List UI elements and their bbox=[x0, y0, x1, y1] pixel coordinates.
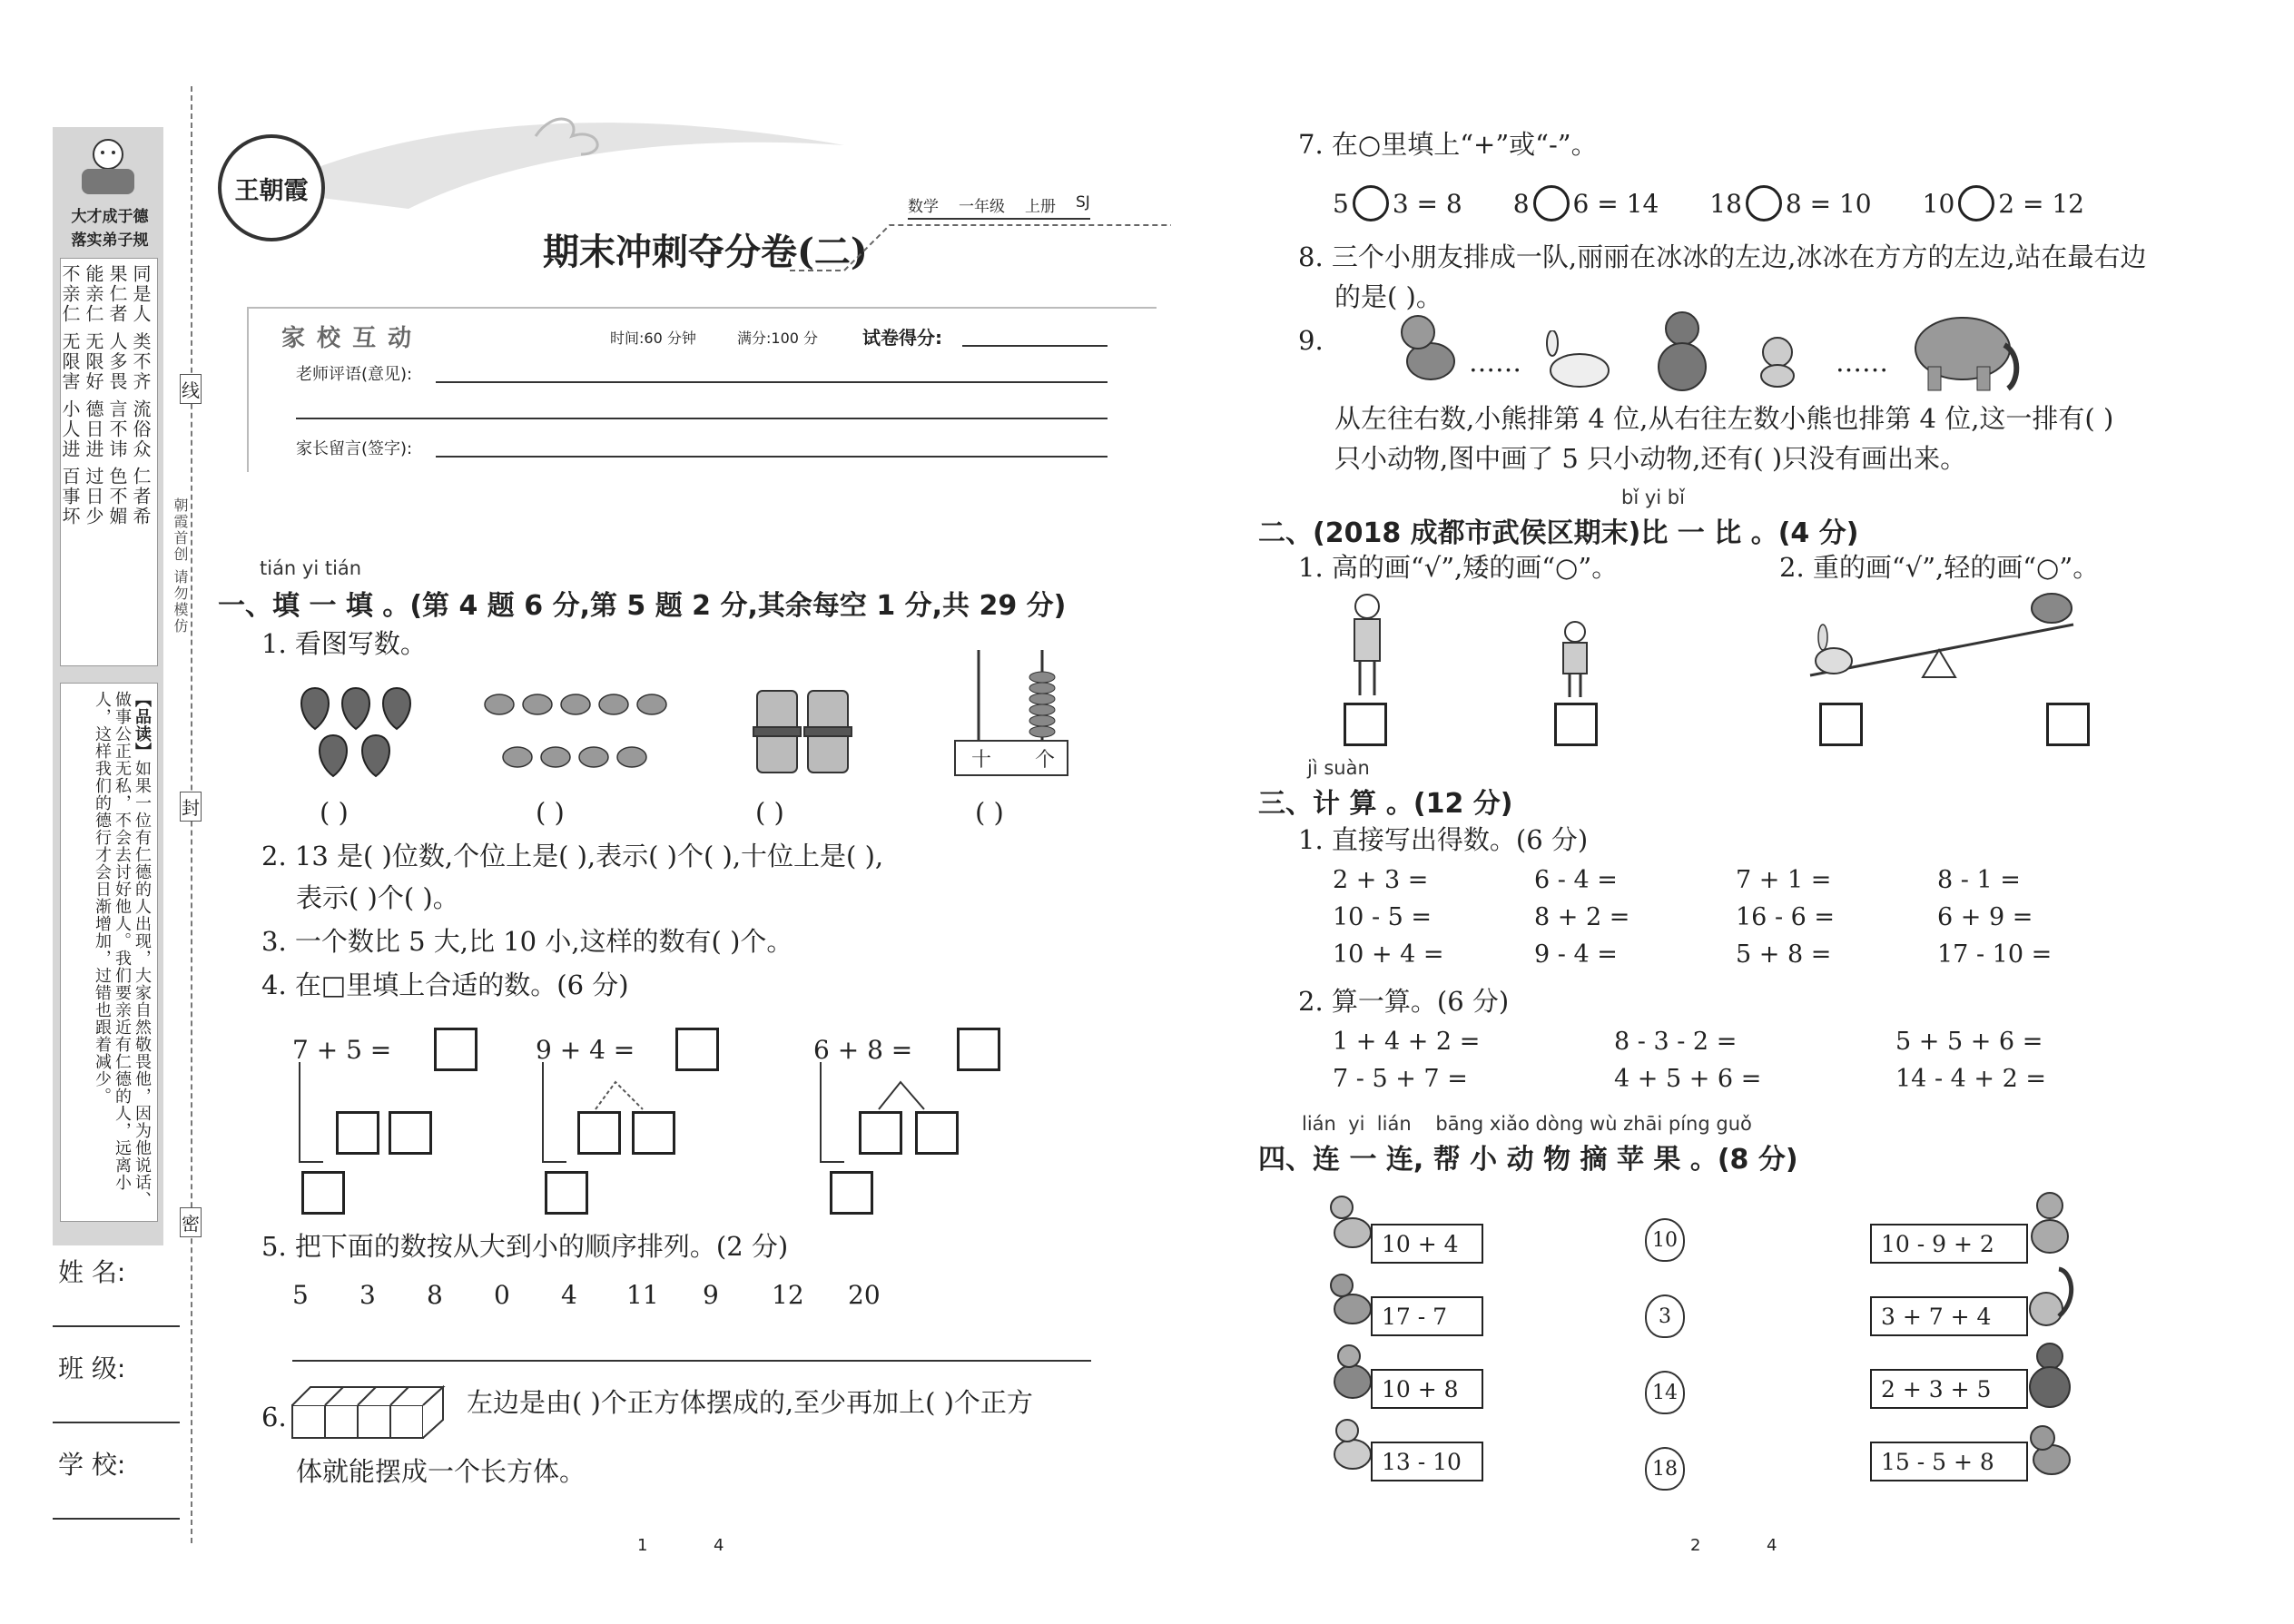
parent-line[interactable] bbox=[436, 456, 1108, 458]
tall-answer-box[interactable] bbox=[1344, 703, 1387, 746]
cat-icon bbox=[1752, 332, 1803, 389]
s3-q1-r2c1: 10 - 5 = bbox=[1333, 903, 1433, 931]
side-note: 朝霞首创 请勿模仿 bbox=[172, 497, 189, 635]
s3-q2-grid bbox=[1333, 1028, 2177, 1093]
apple-2[interactable]: 3 bbox=[1645, 1294, 1685, 1338]
tag-edition: SJ bbox=[1076, 193, 1090, 212]
rabbit-icon bbox=[1538, 330, 1616, 390]
q5-num-5: 4 bbox=[561, 1280, 577, 1310]
q8-line2: 的是( )。 bbox=[1334, 281, 1442, 312]
q4-eq-2: 9 + 4 = bbox=[536, 1035, 635, 1065]
q9-number: 9. bbox=[1298, 325, 1324, 356]
score-line[interactable] bbox=[962, 345, 1108, 347]
s2-q1: 1. 高的画“√”,矮的画“○”。 bbox=[1298, 552, 1619, 583]
left-expr-3[interactable]: 10 + 8 bbox=[1371, 1369, 1483, 1409]
left-expr-4[interactable]: 13 - 10 bbox=[1371, 1442, 1483, 1481]
s3-q2-r2c2: 4 + 5 + 6 = bbox=[1614, 1065, 1762, 1093]
left-expr-2[interactable]: 17 - 7 bbox=[1371, 1296, 1483, 1336]
heavy-answer-box[interactable] bbox=[2046, 703, 2090, 746]
q5-answer-line[interactable] bbox=[292, 1360, 1091, 1362]
apple-4[interactable]: 18 bbox=[1645, 1447, 1685, 1491]
q4-split-box-1b[interactable] bbox=[389, 1111, 432, 1155]
q5-num-1: 5 bbox=[292, 1280, 309, 1310]
logo-badge bbox=[218, 134, 325, 241]
fox-icon bbox=[1325, 1271, 1376, 1329]
s4-title: 四、连 一 连, 帮 小 动 物 摘 苹 果 。(8 分) bbox=[1258, 1144, 1798, 1176]
q7-title: 7. 在○里填上“+”或“-”。 bbox=[1298, 129, 1598, 160]
poem-column: 能亲仁 无限好 德日进 过日少 bbox=[83, 264, 104, 527]
short-girl-icon bbox=[1554, 619, 1596, 699]
strawberries-icon bbox=[292, 679, 419, 788]
q4-split-box-3b[interactable] bbox=[915, 1111, 959, 1155]
q7-circle-2[interactable] bbox=[1533, 185, 1570, 221]
left-expr-1[interactable]: 10 + 4 bbox=[1371, 1224, 1483, 1264]
panda-bear-icon bbox=[2023, 1338, 2077, 1409]
s3-q1-r1c1: 2 + 3 = bbox=[1333, 866, 1429, 894]
class-line bbox=[53, 1422, 180, 1423]
dog-icon bbox=[1394, 309, 1462, 385]
s3-q1-r1c2: 6 - 4 = bbox=[1534, 866, 1618, 894]
q7-a-4: 10 bbox=[1922, 188, 1955, 219]
cut-mark-1: 线 bbox=[180, 374, 202, 404]
s3-q2-r1c3: 5 + 5 + 6 = bbox=[1895, 1028, 2043, 1056]
q7-items bbox=[1333, 185, 2084, 221]
q4-split-box-1a[interactable] bbox=[336, 1111, 379, 1155]
right-page-total: 4 bbox=[1767, 1536, 1777, 1555]
q7-a-2: 8 bbox=[1512, 188, 1530, 219]
right-page-number: 2 bbox=[1690, 1536, 1701, 1555]
read-box bbox=[60, 683, 158, 1222]
read-label: 【品读】 bbox=[133, 691, 152, 760]
q8-line1: 8. 三个小朋友排成一队,丽丽在冰冰的左边,冰冰在方方的左边,站在最右边 bbox=[1298, 241, 2147, 272]
logo-text: 王朝霞 bbox=[234, 176, 309, 205]
s3-q1-r2c3: 16 - 6 = bbox=[1736, 903, 1836, 931]
giraffe-icon bbox=[1325, 1191, 1376, 1256]
s1-q6-number: 6. bbox=[261, 1402, 287, 1432]
puppy-icon bbox=[2023, 1422, 2077, 1480]
bear-icon bbox=[1650, 309, 1714, 392]
tag-subject: 数学 bbox=[908, 198, 939, 216]
s3-q2-r1c2: 8 - 3 - 2 = bbox=[1614, 1028, 1738, 1056]
right-expr-4[interactable]: 15 - 5 + 8 bbox=[1870, 1442, 2028, 1481]
q7-b-4: 2 = 12 bbox=[1998, 188, 2084, 219]
q4-answer-box-3[interactable] bbox=[957, 1028, 1000, 1071]
s1-q6-line2: 体就能摆成一个长方体。 bbox=[296, 1456, 586, 1487]
q4-eq-1: 7 + 5 = bbox=[292, 1035, 392, 1065]
read-text: 如果一位有仁德的人出现，大家自然敬畏他，因为他说话、做事公正无私，不会去讨好他人。我们要亲近有仁德的人，远离小人，这样我们的德行才会日渐增加，过错也跟着减少。 bbox=[93, 691, 152, 1208]
s3-q2-r2c1: 7 - 5 + 7 = bbox=[1333, 1065, 1468, 1093]
monkey-icon bbox=[1325, 1342, 1376, 1403]
poem-column: 果仁者 人多畏 言不讳 色不媚 bbox=[106, 264, 128, 527]
s1-q2-line2: 表示( )个( )。 bbox=[296, 882, 459, 913]
q4-sum-box-3[interactable] bbox=[830, 1171, 873, 1215]
school-line bbox=[53, 1518, 180, 1520]
q9-dots-1: …… bbox=[1469, 347, 1521, 378]
apple-1[interactable]: 10 bbox=[1645, 1218, 1685, 1262]
cut-mark-2: 封 bbox=[180, 792, 202, 822]
teacher-line-2[interactable] bbox=[296, 418, 1108, 419]
s1-q1: 1. 看图写数。 bbox=[261, 628, 427, 659]
q4-eq-3: 6 + 8 = bbox=[813, 1035, 913, 1065]
s2-pinyin: bǐ yi bǐ bbox=[1621, 487, 1685, 508]
poem-column: 不亲仁 无限害 小人进 百事坏 bbox=[59, 264, 81, 527]
name-label: 姓 名: bbox=[58, 1257, 126, 1287]
right-expr-2[interactable]: 3 + 7 + 4 bbox=[1870, 1296, 2028, 1336]
s3-q1-r1c4: 8 - 1 = bbox=[1937, 866, 2021, 894]
s1-q6-line1: 左边是由( )个正方体摆成的,至少再加上( )个正方 bbox=[467, 1387, 1033, 1418]
q4-sum-box-1[interactable] bbox=[301, 1171, 345, 1215]
q4-answer-box-2[interactable] bbox=[675, 1028, 719, 1071]
q5-num-2: 3 bbox=[359, 1280, 376, 1310]
q1-blank-3[interactable]: ( ) bbox=[755, 797, 784, 828]
s1-q2-line1: 2. 13 是( )位数,个位上是( ),表示( )个( ),十位上是( ), bbox=[261, 841, 884, 871]
poem-column: 同是人 类不齐 流俗众 仁者希 bbox=[130, 264, 152, 527]
q7-a-3: 18 bbox=[1709, 188, 1742, 219]
teacher-line-1[interactable] bbox=[436, 381, 1108, 383]
q5-num-9: 20 bbox=[848, 1280, 881, 1310]
ducks-icon bbox=[479, 679, 679, 788]
tag-term: 上册 bbox=[1025, 198, 1056, 216]
name-line bbox=[53, 1325, 180, 1327]
subject-tags bbox=[908, 193, 1090, 220]
page-title: 期末冲刺夺分卷(二) bbox=[543, 231, 868, 273]
q9-dots-2: …… bbox=[1836, 347, 1888, 378]
time-info: 时间:60 分钟 bbox=[610, 330, 696, 347]
q7-circle-1[interactable] bbox=[1353, 185, 1389, 221]
s3-q2: 2. 算一算。(6 分) bbox=[1298, 986, 1510, 1017]
s3-q1-r2c2: 8 + 2 = bbox=[1534, 903, 1630, 931]
q5-num-4: 0 bbox=[494, 1280, 510, 1310]
s3-q2-r2c3: 14 - 4 + 2 = bbox=[1895, 1065, 2046, 1093]
q7-a-1: 5 bbox=[1333, 188, 1349, 219]
q5-num-7: 9 bbox=[703, 1280, 719, 1310]
s3-q1-r2c4: 6 + 9 = bbox=[1937, 903, 2033, 931]
mascot-icon bbox=[71, 134, 145, 196]
s3-q1-r3c4: 17 - 10 = bbox=[1937, 940, 2053, 969]
deer-icon bbox=[2023, 1187, 2077, 1260]
seesaw bbox=[1801, 581, 2092, 694]
left-page-number: 1 bbox=[637, 1536, 648, 1555]
cut-mark-3: 密 bbox=[180, 1207, 202, 1237]
q4-split-box-2b[interactable] bbox=[632, 1111, 675, 1155]
teacher-comment-label: 老师评语(意见): bbox=[296, 365, 413, 384]
elephant-icon bbox=[1906, 309, 2024, 392]
full-score-info: 满分:100 分 bbox=[737, 330, 819, 347]
school-label: 学 校: bbox=[58, 1450, 126, 1480]
s3-q1-r3c1: 10 + 4 = bbox=[1333, 940, 1444, 969]
q4-answer-box-1[interactable] bbox=[434, 1028, 478, 1071]
motto-1: 大才成于德 bbox=[71, 208, 149, 226]
q4-split-box-3a[interactable] bbox=[859, 1111, 902, 1155]
q5-num-3: 8 bbox=[427, 1280, 443, 1310]
abacus-label-tens: 十 bbox=[971, 749, 992, 772]
poem-box bbox=[60, 258, 158, 666]
s3-q1: 1. 直接写出得数。(6 分) bbox=[1298, 824, 1589, 855]
s3-title: 三、计 算 。(12 分) bbox=[1258, 788, 1513, 820]
q7-circle-3[interactable] bbox=[1746, 185, 1782, 221]
s3-q1-grid bbox=[1333, 866, 2139, 969]
q5-num-8: 12 bbox=[772, 1280, 804, 1310]
q1-blank-2[interactable]: ( ) bbox=[536, 797, 565, 828]
short-answer-box[interactable] bbox=[1554, 703, 1598, 746]
class-label: 班 级: bbox=[58, 1353, 126, 1383]
q5-num-6: 11 bbox=[626, 1280, 659, 1310]
s1-pinyin: tián yi tián bbox=[260, 557, 362, 579]
right-expr-1[interactable]: 10 - 9 + 2 bbox=[1870, 1224, 2028, 1264]
motto-2: 落实弟子规 bbox=[71, 231, 149, 250]
s3-q1-r3c3: 5 + 8 = bbox=[1736, 940, 1832, 969]
right-expr-3[interactable]: 2 + 3 + 5 bbox=[1870, 1369, 2028, 1409]
parent-note-label: 家长留言(签字): bbox=[296, 439, 413, 458]
squirrel-icon bbox=[2023, 1262, 2077, 1334]
stick-bundles-icon bbox=[750, 686, 859, 777]
cubes-icon bbox=[290, 1371, 463, 1440]
q1-blank-4[interactable]: ( ) bbox=[975, 797, 1004, 828]
q7-b-3: 8 = 10 bbox=[1785, 188, 1872, 219]
left-page-total: 4 bbox=[714, 1536, 724, 1555]
s2-q2: 2. 重的画“√”,轻的画“○”。 bbox=[1779, 552, 2100, 583]
tag-grade: 一年级 bbox=[959, 198, 1005, 216]
score-label: 试卷得分: bbox=[862, 327, 942, 349]
s2-title: 二、(2018 成都市武侯区期末)比 一 比 。(4 分) bbox=[1258, 517, 1859, 549]
s4-pinyin: lián yi lián bāng xiǎo dòng wù zhāi píng guǒ bbox=[1302, 1113, 1752, 1135]
s1-q4: 4. 在□里填上合适的数。(6 分) bbox=[261, 969, 629, 1000]
abacus-label-ones: 个 bbox=[1035, 749, 1056, 772]
s3-pinyin: jì suàn bbox=[1307, 757, 1370, 779]
q4-split-box-2a[interactable] bbox=[577, 1111, 621, 1155]
s1-q5: 5. 把下面的数按从大到小的顺序排列。(2 分) bbox=[261, 1231, 789, 1262]
s3-q2-r1c1: 1 + 4 + 2 = bbox=[1333, 1028, 1481, 1056]
q5-numbers bbox=[292, 1280, 928, 1310]
kitten-icon bbox=[1325, 1416, 1376, 1474]
home-school-label: 家 校 互 动 bbox=[281, 325, 414, 352]
q9-line2: 只小动物,图中画了 5 只小动物,还有( )只没有画出来。 bbox=[1334, 443, 1967, 474]
tall-girl-icon bbox=[1342, 592, 1393, 699]
q4-sum-box-2[interactable] bbox=[545, 1171, 588, 1215]
light-answer-box[interactable] bbox=[1819, 703, 1863, 746]
s1-q3: 3. 一个数比 5 大,比 10 小,这样的数有( )个。 bbox=[261, 926, 793, 957]
q9-line1: 从左往右数,小熊排第 4 位,从右往左数小熊也排第 4 位,这一排有( ) bbox=[1334, 403, 2114, 434]
q7-b-2: 6 = 14 bbox=[1572, 188, 1659, 219]
s1-title: 一、填 一 填 。(第 4 题 6 分,第 5 题 2 分,其余每空 1 分,共 29 分) bbox=[218, 590, 1067, 622]
apple-3[interactable]: 14 bbox=[1645, 1371, 1685, 1414]
q7-b-1: 3 = 8 bbox=[1392, 188, 1462, 219]
header-divider bbox=[790, 218, 1171, 272]
q7-circle-4[interactable] bbox=[1958, 185, 1994, 221]
q1-blank-1[interactable]: ( ) bbox=[320, 797, 349, 828]
s3-q1-r1c3: 7 + 1 = bbox=[1736, 866, 1832, 894]
s3-q1-r3c2: 9 - 4 = bbox=[1534, 940, 1618, 969]
